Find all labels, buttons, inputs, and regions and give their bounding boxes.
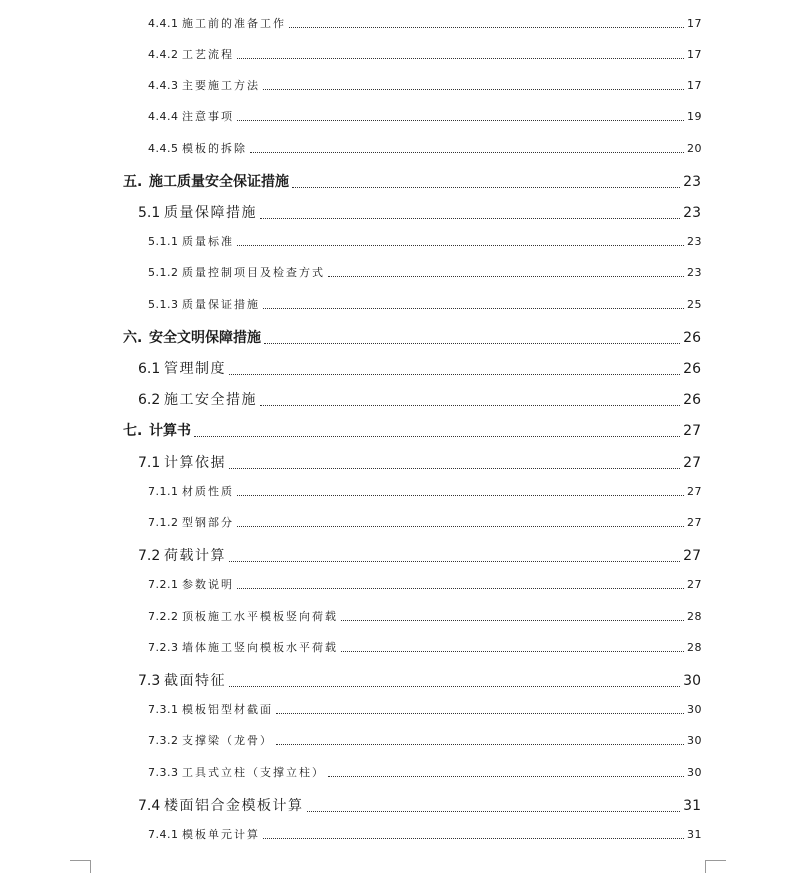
toc-entry-title: 参数说明: [182, 578, 234, 591]
toc-entry[interactable]: [148, 46, 702, 62]
toc-entry-page: 23: [683, 174, 701, 190]
toc-entry-title: 型钢部分: [182, 516, 234, 529]
toc-entry-title: 质量保证措施: [182, 298, 260, 311]
toc-entry-leader: [229, 374, 680, 375]
toc-entry-title: 材质性质: [182, 485, 234, 498]
toc-entry[interactable]: [148, 576, 702, 592]
toc-entry-number: 4.4.2: [148, 48, 179, 61]
toc-entry-page: 26: [683, 361, 701, 377]
toc-entry[interactable]: [138, 545, 701, 565]
toc-entry-number: 5.1.2: [148, 266, 179, 279]
toc-entry-title: 工具式立柱（支撑立柱）: [182, 766, 325, 779]
toc-entry[interactable]: [138, 452, 701, 472]
toc-entry-title: 计算依据: [164, 455, 226, 471]
toc-entry-leader: [276, 744, 684, 745]
toc-entry-title: 施工安全措施: [164, 392, 257, 408]
toc-entry-page: 30: [687, 734, 702, 747]
toc-entry-leader: [250, 152, 684, 153]
toc-entry-title: 施工前的准备工作: [182, 17, 286, 30]
toc-entry-page: 27: [687, 516, 702, 529]
toc-entry-title: 注意事项: [182, 110, 234, 123]
toc-entry-page: 27: [683, 423, 701, 439]
toc-entry-page: 27: [687, 578, 702, 591]
toc-entry-leader: [341, 620, 684, 621]
toc-entry[interactable]: [148, 732, 702, 748]
toc-entry-number: 7.2.2: [148, 610, 179, 623]
toc-entry[interactable]: [123, 327, 701, 347]
toc-entry-number: 7.1.1: [148, 485, 179, 498]
toc-entry-page: 30: [683, 673, 701, 689]
toc-entry[interactable]: [138, 358, 701, 378]
toc-entry[interactable]: [138, 670, 701, 690]
toc-entry-title: 模板的拆除: [182, 142, 247, 155]
toc-entry-leader: [237, 588, 684, 589]
toc-entry-number: 4.4.3: [148, 79, 179, 92]
toc-entry-title: 模板铝型材截面: [182, 703, 273, 716]
toc-entry-title: 质量控制项目及检查方式: [182, 266, 325, 279]
toc-entry-number: 4.4.1: [148, 17, 179, 30]
toc-entry-page: 26: [683, 392, 701, 408]
toc-entry-title: 支撑梁（龙骨）: [182, 734, 273, 747]
toc-entry-number: 7.3: [138, 673, 161, 689]
toc-entry-title: 顶板施工水平模板竖向荷载: [182, 610, 338, 623]
toc-entry[interactable]: [148, 764, 702, 780]
toc-entry-leader: [237, 526, 684, 527]
toc-entry-title: 荷载计算: [164, 548, 226, 564]
toc-entry-page: 17: [687, 48, 702, 61]
toc-entry-number: 七.: [123, 423, 143, 439]
toc-entry-leader: [237, 245, 684, 246]
toc-entry-page: 31: [687, 828, 702, 841]
toc-entry[interactable]: [148, 296, 702, 312]
toc-entry-leader: [289, 27, 684, 28]
toc-entry-number: 7.2.3: [148, 641, 179, 654]
toc-entry-title: 计算书: [149, 423, 191, 439]
toc-entry-number: 5.1.3: [148, 298, 179, 311]
toc-entry-number: 7.3.1: [148, 703, 179, 716]
toc-entry-leader: [263, 308, 684, 309]
toc-entry-number: 7.2.1: [148, 578, 179, 591]
toc-entry-page: 31: [683, 798, 701, 814]
toc-entry[interactable]: [123, 420, 701, 440]
toc-entry-number: 4.4.4: [148, 110, 179, 123]
crop-mark-right: [705, 860, 726, 873]
toc-entry-page: 30: [687, 703, 702, 716]
toc-entry[interactable]: [148, 264, 702, 280]
toc-entry-number: 7.4: [138, 798, 161, 814]
toc-entry-page: 25: [687, 298, 702, 311]
toc-entry[interactable]: [148, 826, 702, 842]
toc-entry-title: 安全文明保障措施: [149, 330, 261, 346]
toc-entry-number: 五.: [123, 174, 143, 190]
toc-entry[interactable]: [148, 77, 702, 93]
toc-entry-number: 7.2: [138, 548, 161, 564]
toc-entry-page: 23: [687, 266, 702, 279]
toc-entry-number: 6.1: [138, 361, 161, 377]
toc-entry[interactable]: [148, 701, 702, 717]
toc-entry[interactable]: [138, 795, 701, 815]
toc-entry[interactable]: [138, 389, 701, 409]
toc-entry-page: 23: [683, 205, 701, 221]
toc-entry[interactable]: [148, 483, 702, 499]
toc-entry-leader: [292, 187, 680, 188]
toc-entry-title: 主要施工方法: [182, 79, 260, 92]
toc-entry-title: 工艺流程: [182, 48, 234, 61]
toc-entry[interactable]: [148, 514, 702, 530]
toc-entry-title: 模板单元计算: [182, 828, 260, 841]
toc-entry-page: 17: [687, 79, 702, 92]
toc-entry-page: 26: [683, 330, 701, 346]
toc-entry-title: 截面特征: [164, 673, 226, 689]
toc-entry[interactable]: [123, 171, 701, 191]
toc-entry-leader: [237, 120, 684, 121]
toc-entry-page: 23: [687, 235, 702, 248]
toc-entry-title: 施工质量安全保证措施: [149, 174, 289, 190]
toc-entry-page: 19: [687, 110, 702, 123]
toc-entry[interactable]: [148, 140, 702, 156]
toc-entry-page: 17: [687, 17, 702, 30]
toc-entry-leader: [264, 343, 680, 344]
toc-entry[interactable]: [148, 15, 702, 31]
toc-entry-title: 质量保障措施: [164, 205, 257, 221]
toc-entry-leader: [237, 495, 684, 496]
toc-entry[interactable]: [148, 233, 702, 249]
toc-entry-title: 楼面铝合金模板计算: [164, 798, 304, 814]
toc-entry[interactable]: [148, 639, 702, 655]
toc-entry-leader: [328, 276, 684, 277]
toc-entry-number: 7.3.3: [148, 766, 179, 779]
toc-entry-number: 4.4.5: [148, 142, 179, 155]
toc-entry-number: 7.1.2: [148, 516, 179, 529]
toc-entry-leader: [260, 405, 680, 406]
toc-entry-leader: [328, 776, 684, 777]
toc-entry-page: 28: [687, 641, 702, 654]
toc-entry-page: 27: [683, 548, 701, 564]
toc-entry-title: 墙体施工竖向模板水平荷载: [182, 641, 338, 654]
toc-entry-leader: [263, 838, 684, 839]
toc-entry-leader: [237, 58, 684, 59]
toc-entry[interactable]: [138, 202, 701, 222]
toc-entry[interactable]: [148, 608, 702, 624]
toc-entry-leader: [194, 436, 680, 437]
toc-entry-leader: [276, 713, 684, 714]
toc-entry-leader: [229, 561, 680, 562]
toc-entry[interactable]: [148, 108, 702, 124]
toc-entry-page: 27: [687, 485, 702, 498]
toc-entry-title: 管理制度: [164, 361, 226, 377]
crop-mark-left: [70, 860, 91, 873]
toc-entry-leader: [307, 811, 681, 812]
toc-entry-number: 5.1: [138, 205, 161, 221]
toc-entry-number: 7.3.2: [148, 734, 179, 747]
toc-entry-leader: [229, 468, 680, 469]
toc-entry-page: 30: [687, 766, 702, 779]
toc-entry-leader: [263, 89, 684, 90]
toc-entry-number: 6.2: [138, 392, 161, 408]
toc-entry-page: 20: [687, 142, 702, 155]
toc-entry-number: 六.: [123, 330, 143, 346]
toc-entry-leader: [229, 686, 680, 687]
toc-entry-leader: [341, 651, 684, 652]
toc-entry-number: 7.1: [138, 455, 161, 471]
toc-entry-page: 27: [683, 455, 701, 471]
toc-entry-number: 5.1.1: [148, 235, 179, 248]
toc-entry-page: 28: [687, 610, 702, 623]
toc-entry-title: 质量标准: [182, 235, 234, 248]
toc-entry-number: 7.4.1: [148, 828, 179, 841]
toc-entry-leader: [260, 218, 680, 219]
